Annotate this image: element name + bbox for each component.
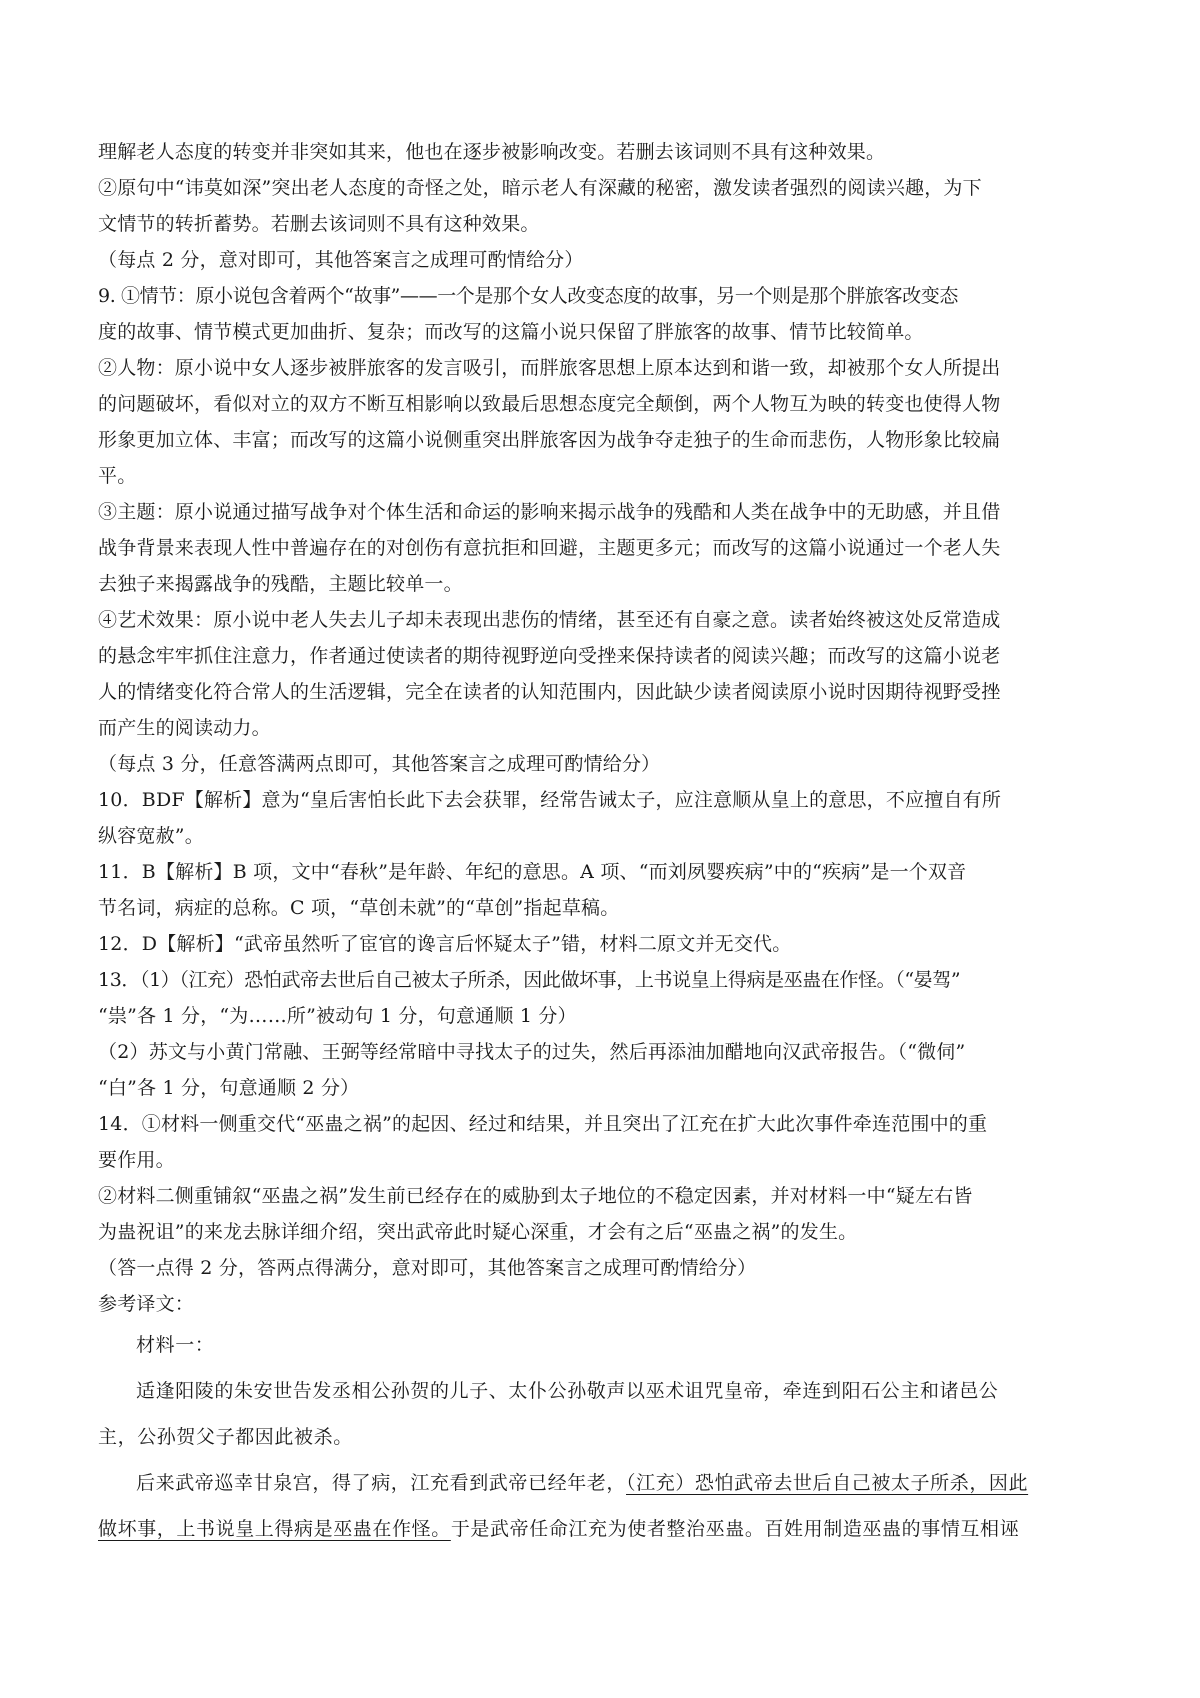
text-line: ②材料二侧重铺叙“巫蛊之祸”发生前已经存在的威胁到太子地位的不稳定因素，并对材料一中“疑左右皆	[98, 1185, 973, 1207]
text-line: ④艺术效果：原小说中老人失去儿子却未表现出悲伤的情绪，甚至还有自豪之意。读者始终被这处反常造成	[98, 609, 1001, 631]
answer-14-line: 14．①材料一侧重交代“巫蛊之祸”的起因、经过和结果，并且突出了江充在扩大此次事件牵连范围中的重	[98, 1113, 988, 1135]
scoring-note: （每点 2 分，意对即可，其他答案言之成理可酌情给分）	[98, 249, 584, 271]
translation-text: 后来武帝巡幸甘泉宫，得了病，江充看到武帝已经年老，	[136, 1472, 627, 1494]
translation-line	[98, 1460, 1108, 1506]
text-line: 度的故事、情节模式更加曲折、复杂；而改写的这篇小说只保留了胖旅客的故事、情节比较简单。	[98, 321, 924, 343]
text-line: “祟”各 1 分，“为……所”被动句 1 分，句意通顺 1 分）	[98, 1005, 577, 1027]
text-line: “白”各 1 分，句意通顺 2 分）	[98, 1077, 360, 1099]
text-line: 战争背景来表现人性中普遍存在的对创伤有意抗拒和回避，主题更多元；而改写的这篇小说通过一个老人失	[98, 537, 1001, 559]
underlined-translation: （江充）恐怕武帝去世后自己被太子所杀，因此	[626, 1472, 1029, 1494]
text-line: 要作用。	[98, 1149, 175, 1171]
answer-10-line: 10．BDF【解析】意为“皇后害怕长此下去会获罪，经常告诫太子，应注意顺从皇上的意思，不应擅自有所	[98, 789, 1002, 811]
material-one-heading: 材料一：	[136, 1334, 215, 1356]
scoring-note: （答一点得 2 分，答两点得满分，意对即可，其他答案言之成理可酌情给分）	[98, 1257, 757, 1279]
text-line: 形象更加立体、丰富；而改写的这篇小说侧重突出胖旅客因为战争夺走独子的生命而悲伤，人物形象比较扁	[98, 429, 1001, 451]
text-line: 平。	[98, 465, 137, 487]
text-line: 而产生的阅读动力。	[98, 717, 271, 739]
text-line: ③主题：原小说通过描写战争对个体生活和命运的影响来揭示战争的残酷和人类在战争中的无助感，并且借	[98, 501, 1001, 523]
text-line: 的悬念牢牢抓住注意力，作者通过使读者的期待视野逆向受挫来保持读者的阅读兴趣；而改写的这篇小说老	[98, 645, 1001, 667]
answer-12-line: 12．D【解析】“武帝虽然听了宦官的谗言后怀疑太子”错，材料二原文并无交代。	[98, 933, 792, 955]
translation-line: 主，公孙贺父子都因此被杀。	[98, 1426, 353, 1448]
text-line: 理解老人态度的转变并非突如其来，他也在逐步被影响改变。若删去该词则不具有这种效果。	[98, 141, 886, 163]
text-line: ②原句中“讳莫如深”突出老人态度的奇怪之处，暗示老人有深藏的秘密，激发读者强烈的阅读兴趣，为下	[98, 177, 982, 199]
text-line: 的问题破坏，看似对立的双方不断互相影响以致最后思想态度完全颠倒，两个人物互为映的转变也使得人物	[98, 393, 1001, 415]
translation-line: 适逢阳陵的朱安世告发丞相公孙贺的儿子、太仆公孙敬声以巫术诅咒皇帝，牵连到阳石公主和诸邑公	[136, 1380, 999, 1402]
document-page	[98, 134, 1108, 1552]
translation-section	[98, 1322, 1108, 1552]
translation-heading: 参考译文：	[98, 1293, 195, 1315]
answer-section	[98, 134, 1108, 1322]
text-line: 文情节的转折蓄势。若删去该词则不具有这种效果。	[98, 213, 540, 235]
text-line: 纵容宽赦”。	[98, 825, 204, 847]
translation-text: 于是武帝任命江充为使者整治巫蛊。百姓用制造巫蛊的事情互相诬	[450, 1518, 1020, 1540]
text-line: （2）苏文与小黄门常融、王弼等经常暗中寻找太子的过失，然后再添油加醋地向汉武帝报告。（“微伺”	[98, 1041, 966, 1063]
underlined-translation: 做坏事，上书说皇上得病是巫蛊在作怪。	[98, 1518, 451, 1540]
text-line: 去独子来揭露战争的残酷，主题比较单一。	[98, 573, 463, 595]
translation-line	[98, 1506, 1108, 1552]
answer-13-line: 13．（1）（江充）恐怕武帝去世后自己被太子所杀，因此做坏事，上书说皇上得病是巫蛊在作怪。（“晏驾”	[98, 969, 961, 991]
answer-9-line: 9. ①情节：原小说包含着两个“故事”——一个是那个女人改变态度的故事，另一个则是那个胖旅客改变态	[98, 285, 958, 307]
scoring-note: （每点 3 分，任意答满两点即可，其他答案言之成理可酌情给分）	[98, 753, 661, 775]
text-line: 人的情绪变化符合常人的生活逻辑，完全在读者的认知范围内，因此缺少读者阅读原小说时因期待视野受挫	[98, 681, 1001, 703]
text-line: 节名词，病症的总称。C 项，“草创未就”的“草创”指起草稿。	[98, 897, 620, 919]
text-line: 为蛊祝诅”的来龙去脉详细介绍，突出武帝此时疑心深重，才会有之后“巫蛊之祸”的发生。	[98, 1221, 858, 1243]
answer-11-line: 11．B【解析】B 项，文中“春秋”是年龄、年纪的意思。A 项、“而刘夙婴疾病”中的“疾病”是一个双音	[98, 861, 967, 883]
text-line: ②人物：原小说中女人逐步被胖旅客的发言吸引，而胖旅客思想上原本达到和谐一致，却被那个女人所提出	[98, 357, 1001, 379]
